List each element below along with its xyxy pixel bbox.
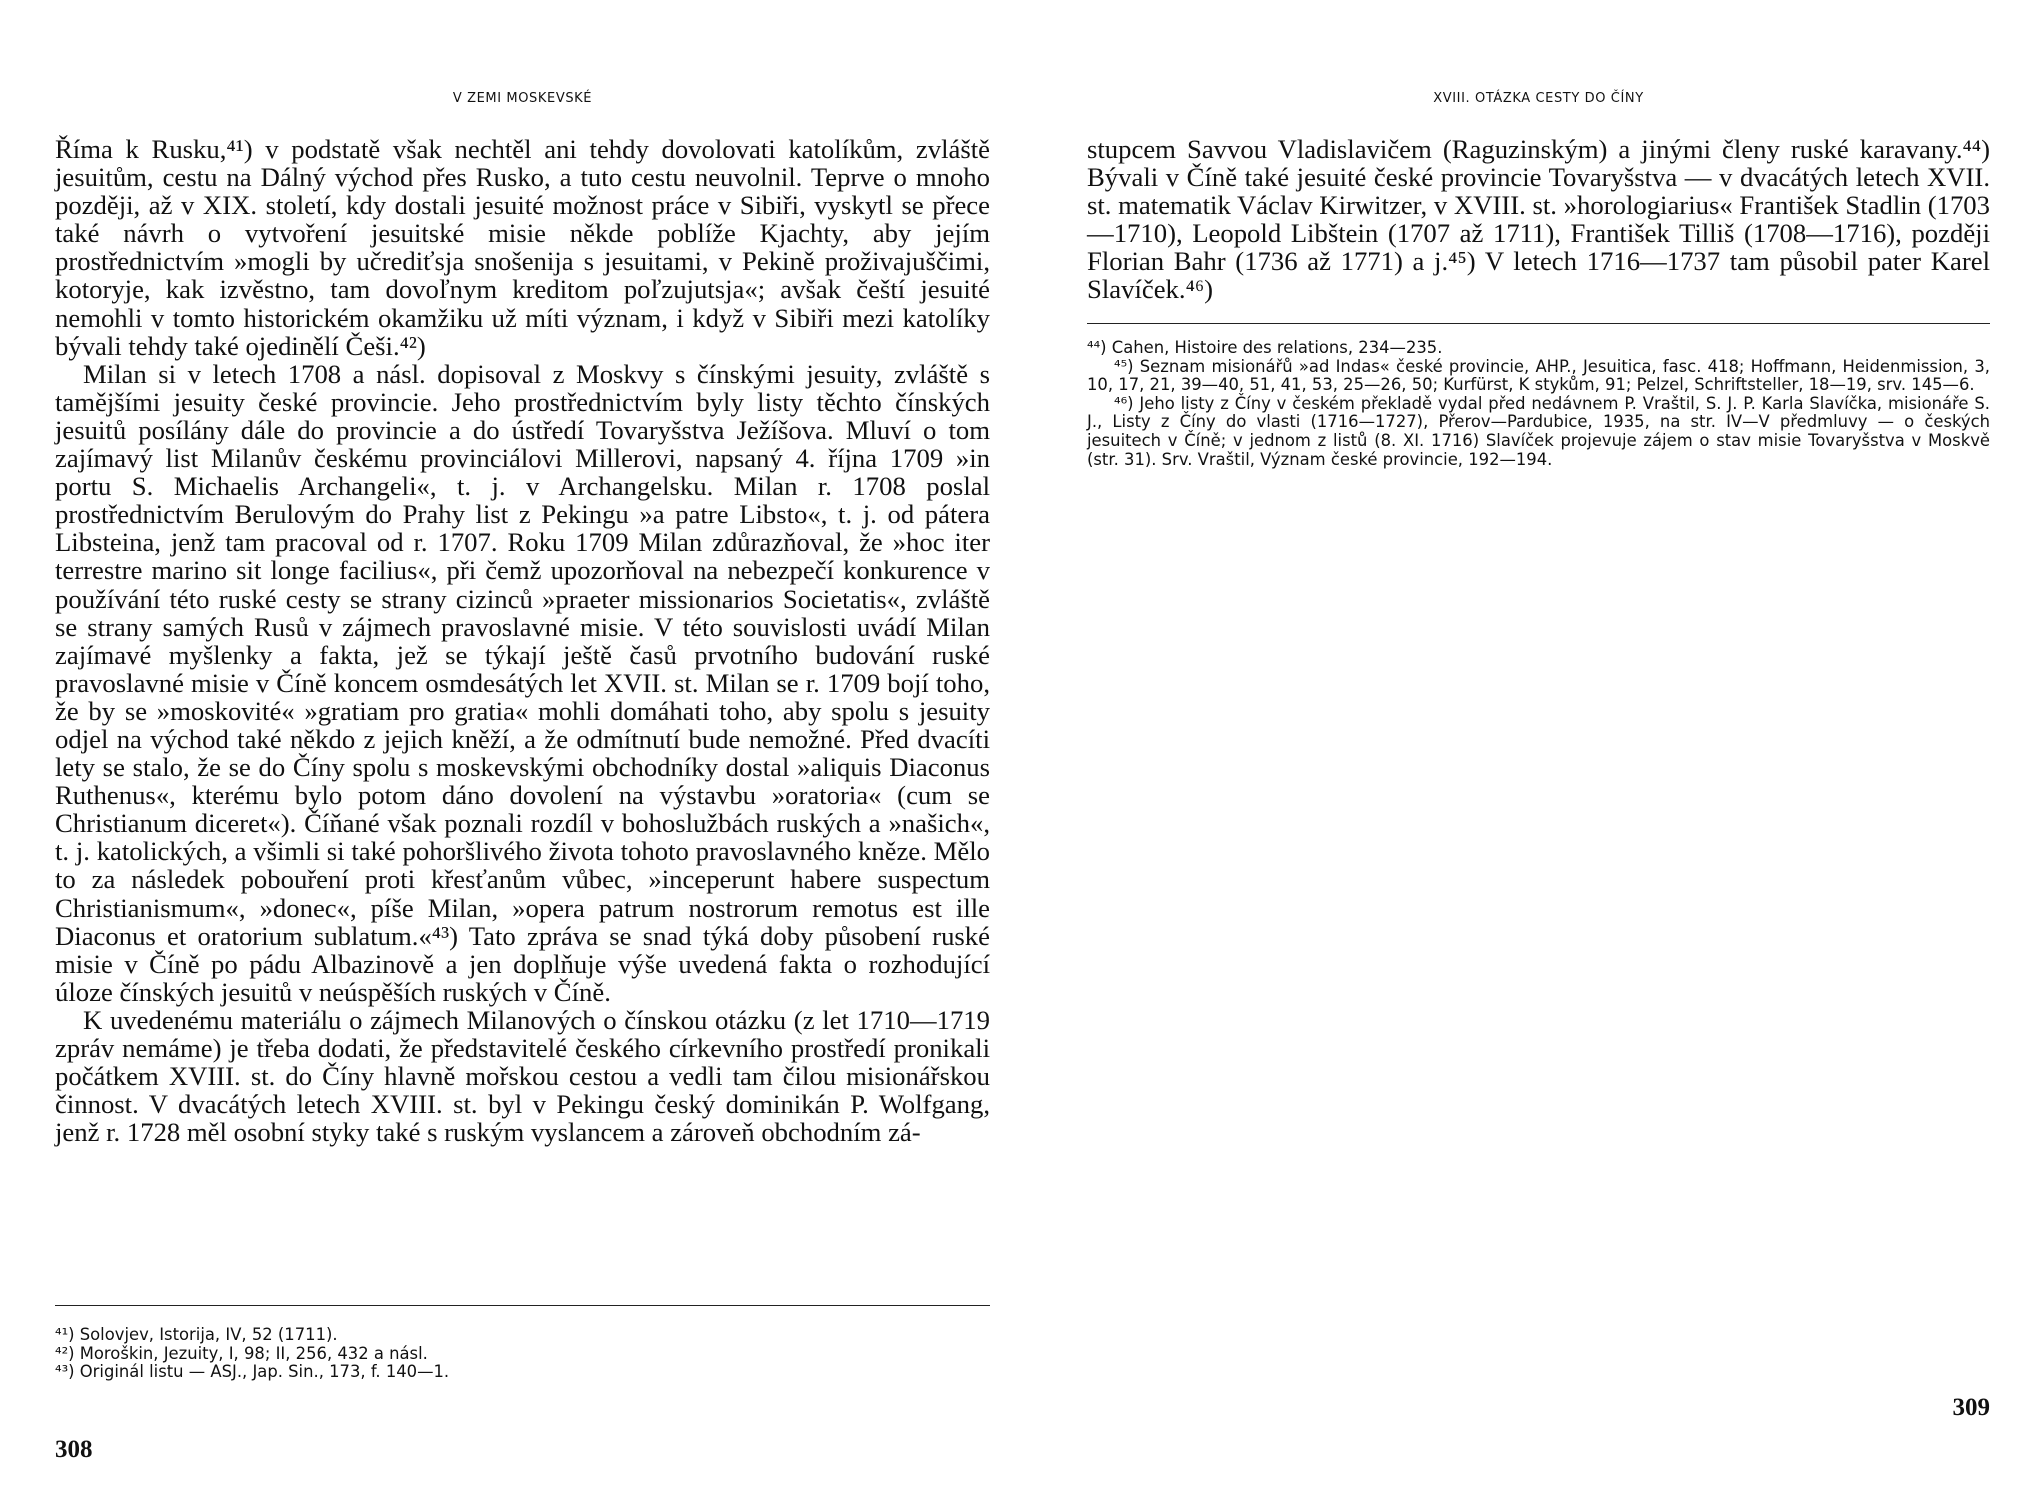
footnote: ⁴³) Originál listu — ASJ., Jap. Sin., 173, f. 140—1. (55, 1362, 450, 1382)
footnote-separator (1087, 323, 1990, 324)
paragraph: Milan si v letech 1708 a násl. dopisoval z Moskvy s čínskými jesuity, zvláště s tamějšími jesuity české provincie. Jeho prostřednictvím byly listy těchto čínských jesuitů posílány dále do provincie a do ústředí Tovaryšstva Ježíšova. Mluví o tom zajímavý list Milanův českému provinciálovi Millerovi, napsaný 4. října 1709 »in portu S. Michaelis Archangeli«, t. j. v Archangelsku. Milan r. 1708 poslal prostřednictvím Berulovým do Prahy list z Pekingu »a patre Libsto«, t. j. od pátera Libsteina, jenž tam pracoval od r. 1707. Roku 1709 Milan zdůrazňoval, že »hoc iter terrestre marino sit longe facilius«, při čemž upozorňoval na nebezpečí konkurence v používání této ruské cesty se strany cizinců »praeter missionarios Societatis«, zvláště se strany samých Rusů v zájmech pravoslavné misie. V této souvislosti uvádí Milan zajímavé myšlenky a fakta, jež se týkají ještě časů prvotního budování ruské pravoslavné misie v Číně koncem osmdesátých let XVII. st. Milan se r. 1709 bojí toho, že by se »moskovité« »gratiam pro gratia« mohli domáhati toho, aby spolu s jesuity odjel na východ také někdo z jejich kněží, a že odmítnutí bude nemožné. Před dvacíti lety se stalo, že se do Číny spolu s moskevskými obchodníky dostal »aliquis Diaconus Ruthenus«, kterému bylo potom dáno dovolení na výstavbu »oratoria« (cum se Christianum diceret«). Číňané však poznali rozdíl v bohoslužbách ruských a »našich«, t. j. katolických, a všimli si také pohoršlivého života tohoto pravoslavného kněze. Mělo to za následek pobouření proti křesťanům vůbec, »inceperunt habere suspectum Christianismum«, »donec«, píše Milan, »opera patrum nostrorum remotus est ille Diaconus et oratorium sublatum.«⁴³) Tato zpráva se snad týká doby působení ruské misie v Číně po pádu Albazinově a jen doplňuje výše uvedená fakta o rozhodující úloze čínských jesuitů v neúspěších ruských v Číně. (55, 358, 990, 1007)
footnote: ⁴⁶) Jeho listy z Číny v českém překladě vydal před nedávnem P. Vraštil, S. J. P. Karla Slavíčka, misionáře S. J., Listy z Číny do vlasti (1716—1727), Přerov—Pardubice, 1935, na str. IV—V předmluvy — o českých jesuitech v Číně; v jednom z listů (8. XI. 1716) Slavíček projevuje zájem o stav misie Tovaryšstva v Moskvě (str. 31). Srv. Vraštil, Význam české provincie, 192—194. (1087, 393, 1990, 469)
paragraph: Říma k Rusku,⁴¹) v podstatě však nechtěl ani tehdy dovolovati katolíkům, zvláště jesuitům, cestu na Dálný východ přes Rusko, a tuto cestu neuvolnil. Teprve o mnoho později, až v XIX. století, kdy dostali jesuité možnost práce v Sibiři, vyskytl se přece také návrh o vytvoření jesuitské misie někde poblíže Kjachty, aby jejím prostřednictvím »mogli by učrediťsja snošenija s jesuitami, v Pekině proživajuščimi, kotoryje, kak izvěstno, tam dovoľnym kreditom poľzujutsja«; avšak čeští jesuité nemohli v tomto historickém okamžiku už míti význam, i když v Sibiři mezi katolíky bývali tehdy také ojedinělí Češi.⁴²) (55, 134, 990, 361)
running-head-right: XVIII. OTÁZKA CESTY DO ČÍNY (1433, 91, 1644, 106)
footnote: ⁴⁵) Seznam misionářů »ad Indas« české provincie, AHP., Jesuitica, fasc. 418; Hoffmann, Heidenmission, 3, 10, 17, 21, 39—40, 51, 41, 53, 25—26, 50; Kurfürst, K stykům, 91; Pelzel, Schriftsteller, 18—19, srv. 145—6. (1087, 356, 1990, 395)
right-body-text (1087, 135, 1990, 304)
footnote: ⁴¹) Solovjev, Istorija, IV, 52 (1711). (55, 1325, 338, 1344)
footnote-separator (55, 1305, 990, 1306)
left-body-text (55, 135, 990, 1146)
running-head-left: V ZEMI MOSKEVSKÉ (452, 91, 593, 106)
footnote: ⁴²) Moroškin, Jezuity, I, 98; II, 256, 432 a násl. (55, 1343, 428, 1363)
paragraph: K uvedenému materiálu o zájmech Milanových o čínskou otázku (z let 1710—1719 zpráv nemáme) je třeba dodati, že představitelé českého církevního prostředí pronikali počátkem XVIII. st. do Číny hlavně mořskou cestou a vedli tam čilou misionářskou činnost. V dvacátých letech XVIII. st. byl v Pekingu český dominikán P. Wolfgang, jenž r. 1728 měl osobní styky také s ruským vyslancem a zároveň obchodním zá- (55, 1004, 990, 1148)
footnote: ⁴⁴) Cahen, Histoire des relations, 234—235. (1087, 338, 1443, 357)
paragraph: stupcem Savvou Vladislavičem (Raguzinským) a jinými členy ruské karavany.⁴⁴) Bývali v Číně také jesuité české provincie Tovaryšstva — v dvacátých letech XVII. st. matematik Václav Kirwitzer, v XVIII. st. »horologiarius« František Stadlin (1703—1710), Leopold Libštein (1707 až 1711), František Tilliš (1708—1716), později Florian Bahr (1736 až 1771) a j.⁴⁵) V letech 1716—1737 tam působil pater Karel Slavíček.⁴⁶) (1087, 134, 1990, 305)
page-number: 309 (1952, 1394, 1990, 1421)
footnotes-left (55, 1326, 990, 1382)
page-number: 308 (55, 1436, 93, 1463)
footnotes-right (1087, 339, 1990, 469)
